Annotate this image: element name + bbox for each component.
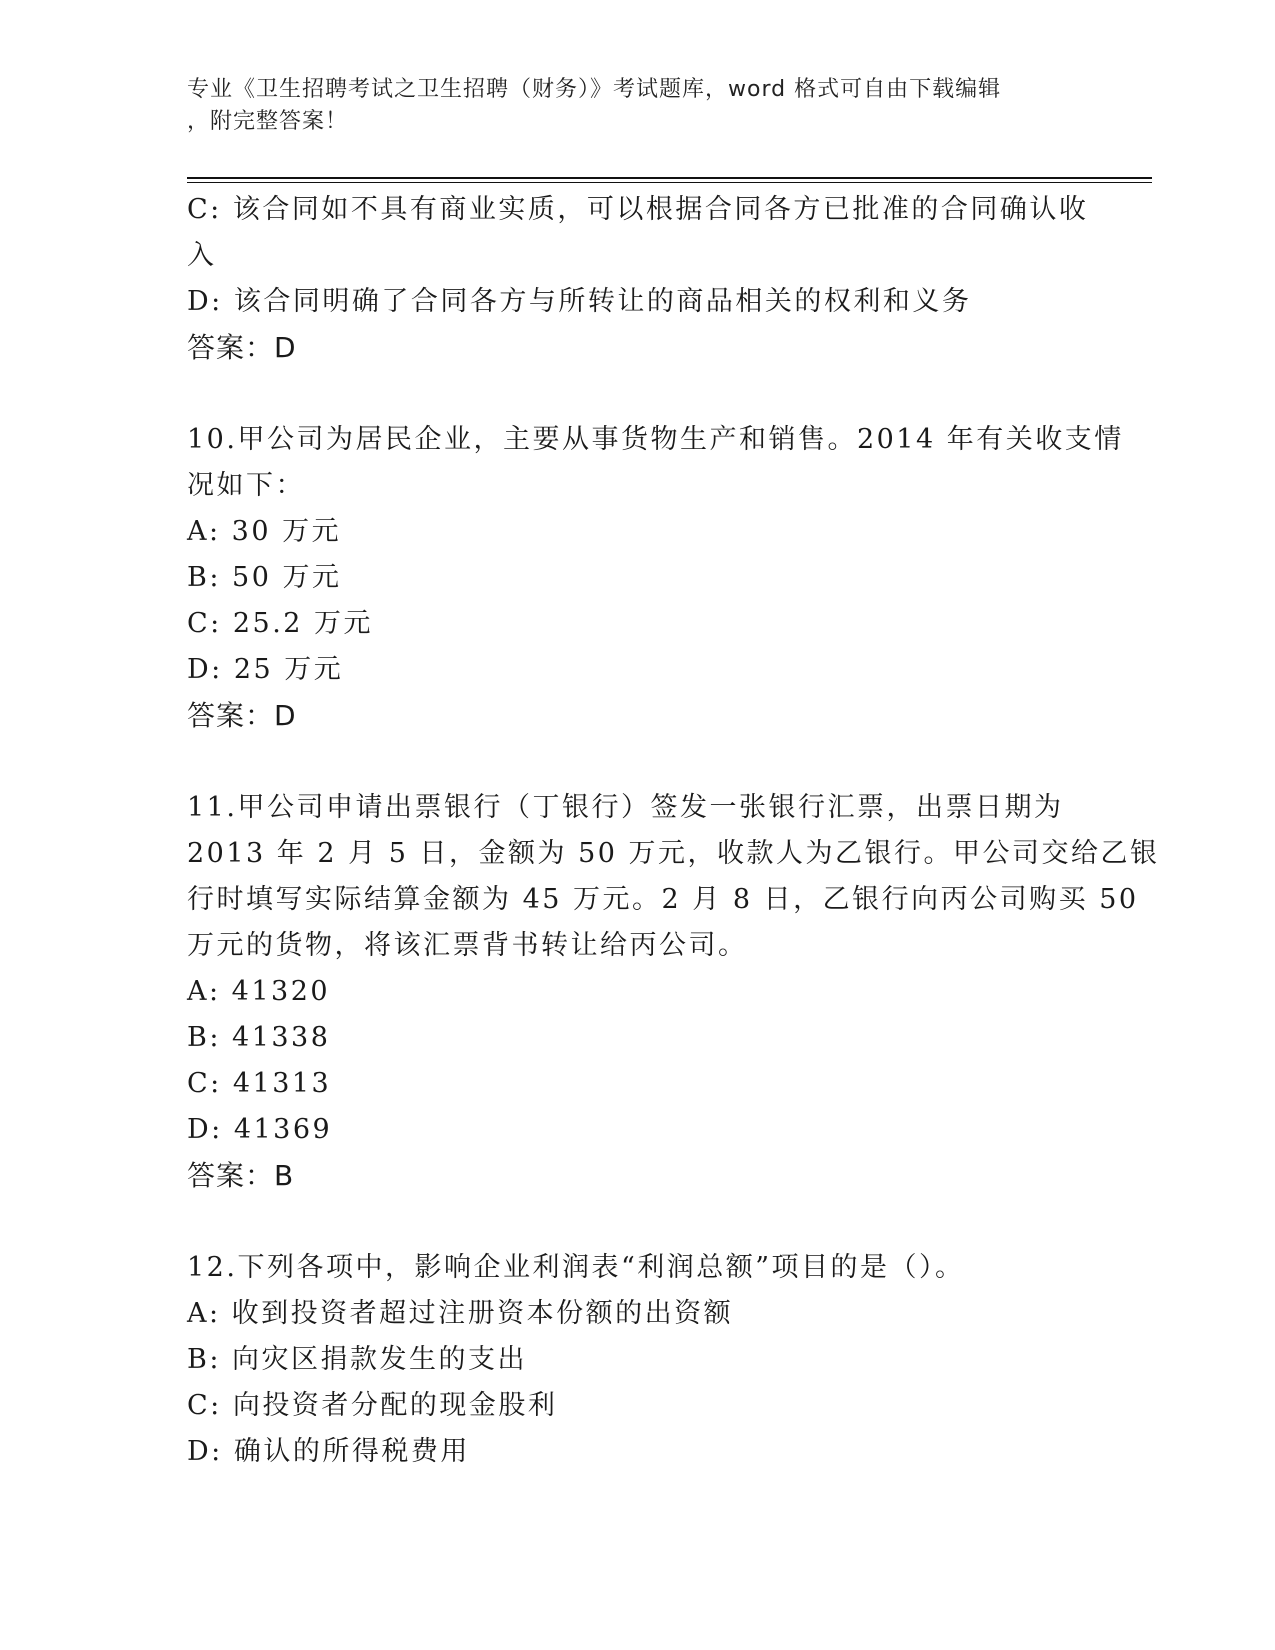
option-b: B: 41338 [187, 1022, 331, 1053]
option-d: D: 确认的所得税费用 [187, 1436, 470, 1467]
spacer [187, 1199, 1087, 1245]
question-9 [187, 187, 1087, 371]
option-d: D: 25 万元 [187, 654, 344, 685]
header-title-line-2: ，附完整答案！ [187, 109, 349, 134]
question-12 [187, 1245, 1087, 1475]
question-stem-continued: 况如下： [187, 470, 305, 501]
question-11 [187, 785, 1160, 1199]
option-b: B: 向灾区捐款发生的支出 [187, 1344, 528, 1375]
page-header [187, 74, 1067, 138]
question-stem: 12.下列各项中，影响企业利润表“利润总额”项目的是（）。 [187, 1252, 965, 1283]
option-c: C: 该合同如不具有商业实质，可以根据合同各方已批准的合同确认收 [187, 194, 1089, 225]
question-stem-continued: 行时填写实际结算金额为 45 万元。2 月 8 日，乙银行向丙公司购买 50 [187, 884, 1139, 915]
option-a: A: 30 万元 [187, 516, 342, 547]
option-d: D: 该合同明确了合同各方与所转让的商品相关的权利和义务 [187, 286, 972, 317]
option-d: D: 41369 [187, 1114, 333, 1145]
option-c: C: 向投资者分配的现金股利 [187, 1390, 558, 1421]
answer: 答案：B [187, 1159, 295, 1192]
option-b: B: 50 万元 [187, 562, 342, 593]
question-stem-continued: 2013 年 2 月 5 日，金额为 50 万元，收款人为乙银行。甲公司交给乙银 [187, 838, 1160, 869]
question-stem-continued: 万元的货物，将该汇票背书转让给丙公司。 [187, 930, 748, 961]
option-c: C: 25.2 万元 [187, 608, 374, 639]
answer: 答案：D [187, 331, 297, 364]
question-stem: 10.甲公司为居民企业，主要从事货物生产和销售。2014 年有关收支情 [187, 424, 1124, 455]
header-divider [187, 177, 1152, 183]
question-list [187, 187, 1160, 1475]
option-c: C: 41313 [187, 1068, 332, 1099]
header-title-line-1: 专业《卫生招聘考试之卫生招聘（财务）》考试题库，word 格式可自由下载编辑 [187, 77, 1002, 102]
option-a: A: 收到投资者超过注册资本份额的出资额 [187, 1298, 734, 1329]
option-a: A: 41320 [187, 976, 331, 1007]
option-c-continued: 入 [187, 240, 217, 271]
question-10 [187, 417, 1124, 739]
question-stem: 11.甲公司申请出票银行（丁银行）签发一张银行汇票，出票日期为 [187, 792, 1064, 823]
answer: 答案：D [187, 699, 297, 732]
spacer [187, 371, 1087, 417]
spacer [187, 739, 1087, 785]
